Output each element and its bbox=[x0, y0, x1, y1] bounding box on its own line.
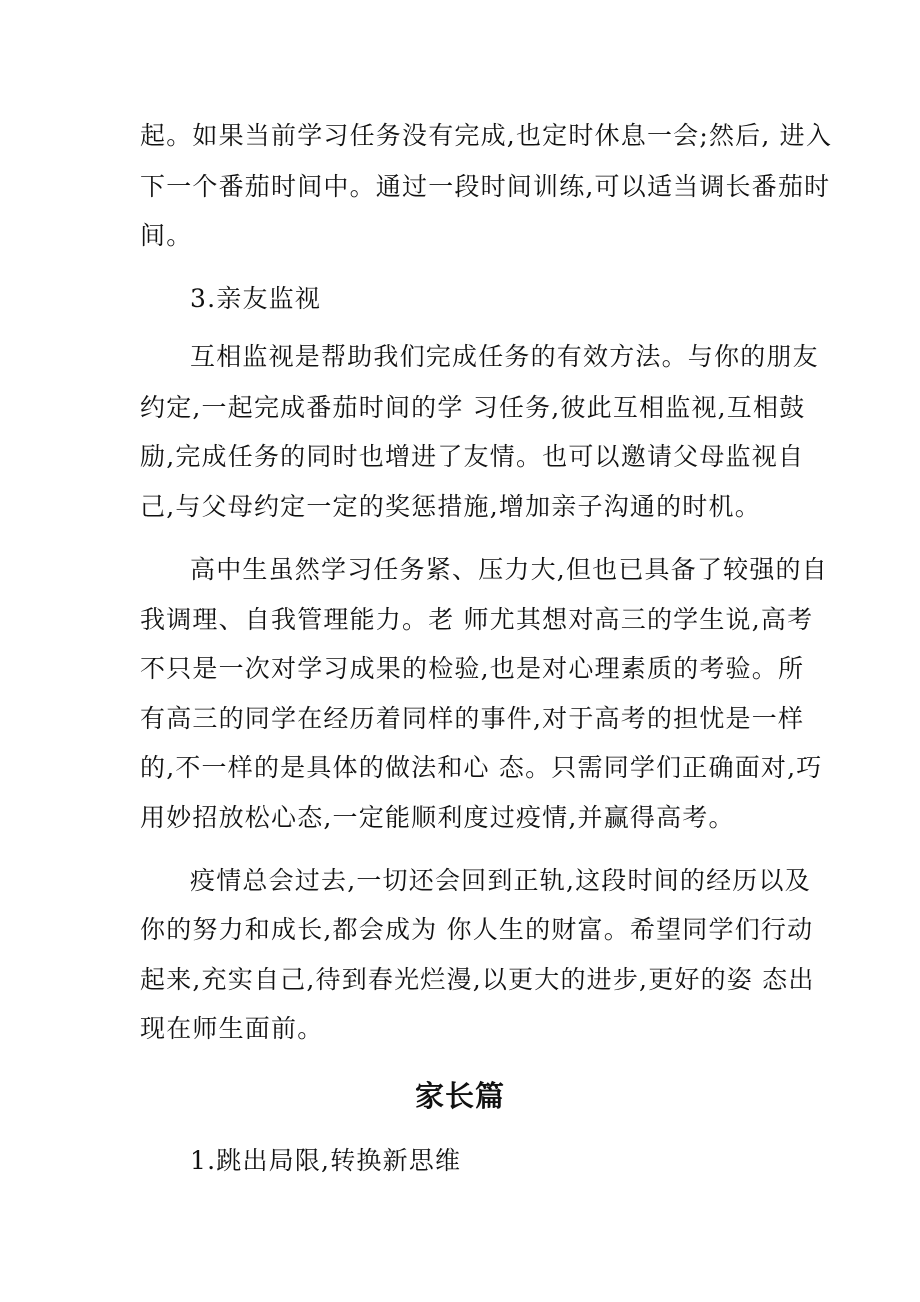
paragraph-line: 间。 bbox=[140, 221, 193, 250]
paragraph-line: 下一个番茄时间中。通过一段时间训练,可以适当调长番茄时 bbox=[140, 172, 831, 201]
paragraph-line: 现在师生面前。 bbox=[140, 1014, 324, 1043]
paragraph-line: 的,不一样的是具体的做法和心 态。只需同学们正确面对,巧 bbox=[140, 753, 823, 782]
paragraph-line: 互相监视是帮助我们完成任务的有效方法。与你的朋友 bbox=[190, 342, 819, 371]
paragraph-line: 起。如果当前学习任务没有完成,也定时休息一会;然后, 进入 bbox=[140, 121, 833, 150]
section-item-title: 1.跳出局限,转换新思维 bbox=[190, 1146, 462, 1175]
paragraph-line: 我调理、自我管理能力。老 师尤其想对高三的学生说,高考 bbox=[140, 605, 814, 634]
paragraph-line: 约定,一起完成番茄时间的学 习任务,彼此互相监视,互相鼓 bbox=[140, 393, 806, 422]
paragraph-line: 励,完成任务的同时也增进了友情。也可以邀请父母监视自 bbox=[140, 442, 805, 471]
paragraph-line: 疫情总会过去,一切还会回到正轨,这段时间的经历以及 bbox=[190, 866, 811, 895]
paragraph-line: 起来,充实自己,待到春光烂漫,以更大的进步,更好的姿 态出 bbox=[140, 965, 815, 994]
paragraph-line: 己,与父母约定一定的奖惩措施,增加亲子沟通的时机。 bbox=[140, 492, 761, 521]
paragraph-line: 用妙招放松心态,一定能顺利度过疫情,并赢得高考。 bbox=[140, 803, 735, 832]
section-title: 3.亲友监视 bbox=[190, 284, 322, 313]
paragraph-line: 你的努力和成长,都会成为 你人生的财富。希望同学们行动 bbox=[140, 915, 814, 944]
paragraph-line: 高中生虽然学习任务紧、压力大,但也已具备了较强的自 bbox=[190, 555, 828, 584]
paragraph-line: 不只是一次对学习成果的检验,也是对心理素质的考验。所 bbox=[140, 654, 805, 683]
paragraph-line: 有高三的同学在经历着同样的事件,对于高考的担忧是一样 bbox=[140, 704, 805, 733]
section-heading: 家长篇 bbox=[414, 1079, 505, 1113]
